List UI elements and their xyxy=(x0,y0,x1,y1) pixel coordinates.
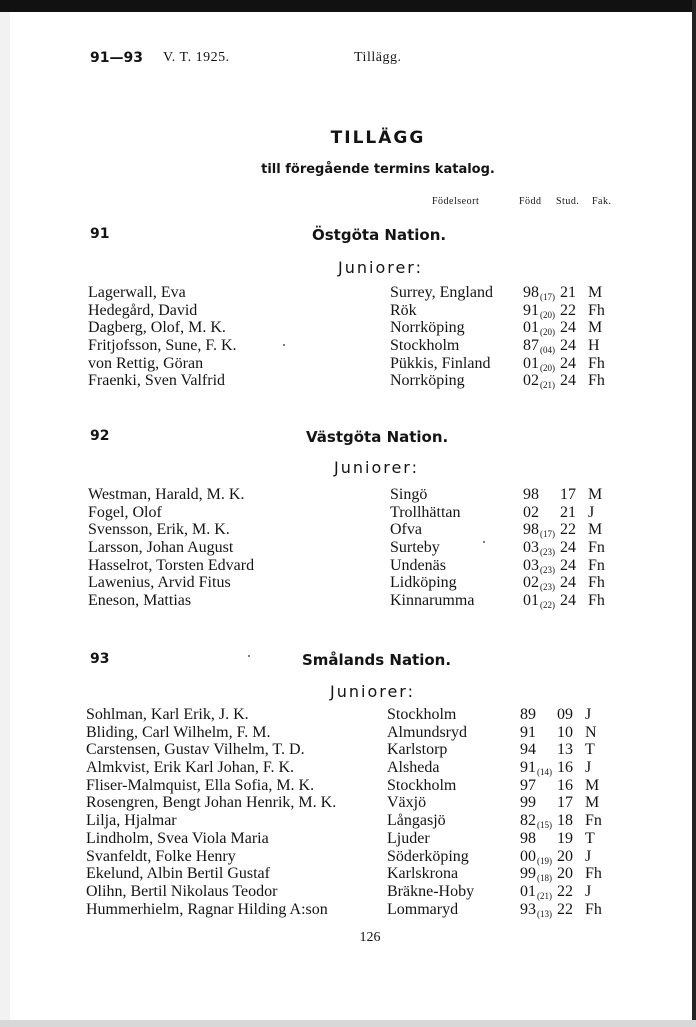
entry-year: 13 xyxy=(557,741,573,759)
header-term: V. T. 1925. xyxy=(163,50,230,65)
header-running-title: Tillägg. xyxy=(354,50,402,65)
person-name: Hummerhielm, Ragnar Hilding A:son xyxy=(86,900,328,918)
faculty: H xyxy=(588,337,600,355)
faculty: T xyxy=(585,829,595,847)
birth-year: 03 xyxy=(523,539,539,557)
entry-year: 24 xyxy=(560,372,576,390)
birthplace: Söderköping xyxy=(387,847,469,865)
person-name: Fraenki, Sven Valfrid xyxy=(88,372,226,390)
birthplace: Stockholm xyxy=(390,337,460,355)
entry-year: 22 xyxy=(557,882,573,900)
entry-year: 24 xyxy=(560,592,576,610)
birth-year: 01 xyxy=(523,354,539,372)
nation-heading: Västgöta Nation. xyxy=(306,428,449,446)
birth-year: 99 xyxy=(520,865,536,883)
birth-year: 89 xyxy=(520,706,536,723)
birthplace: Karlskrona xyxy=(387,865,459,883)
table-row xyxy=(86,724,631,742)
scan-border-right xyxy=(692,0,696,1027)
faculty: J xyxy=(585,882,592,900)
person-name: Hedegård, David xyxy=(88,301,198,319)
birthplace: Norrköping xyxy=(390,319,465,337)
faculty: Fh xyxy=(588,354,605,372)
person-name: Fogel, Olof xyxy=(88,503,162,521)
birthplace: Stockholm xyxy=(387,776,457,794)
birthplace: Karlstorp xyxy=(387,741,448,759)
print-speck xyxy=(283,344,285,346)
faculty: M xyxy=(585,794,600,812)
entry-year: 18 xyxy=(557,812,573,830)
column-header-studies: Stud. xyxy=(556,196,580,207)
faculty: Fn xyxy=(585,812,602,830)
person-name: Lawenius, Arvid Fitus xyxy=(88,574,231,592)
entry-year: 09 xyxy=(557,706,573,723)
section-number: 91 xyxy=(90,226,110,242)
person-name: Dagberg, Olof, M. K. xyxy=(88,319,226,337)
table-row xyxy=(86,883,631,901)
birth-year: 94 xyxy=(520,741,536,759)
person-name: Lindholm, Svea Viola Maria xyxy=(86,829,269,847)
student-year: (20) xyxy=(540,327,555,338)
table-row xyxy=(86,848,631,866)
birth-year: 91 xyxy=(520,723,536,741)
table-row xyxy=(86,759,631,777)
faculty: Fh xyxy=(585,865,602,883)
birthplace: Ljuder xyxy=(387,829,430,847)
student-year: (17) xyxy=(540,292,555,302)
entry-year: 16 xyxy=(557,759,573,777)
student-year: (23) xyxy=(540,582,555,593)
birth-year: 91 xyxy=(523,301,539,319)
birth-year: 99 xyxy=(520,794,536,812)
birthplace: Växjö xyxy=(387,794,427,812)
person-name: Hasselrot, Torsten Edvard xyxy=(88,556,255,574)
person-name: Westman, Harald, M. K. xyxy=(88,486,245,503)
birth-year: 00 xyxy=(520,847,536,865)
entry-year: 22 xyxy=(557,900,573,918)
entry-list xyxy=(88,486,628,610)
birthplace: Kinnarumma xyxy=(390,592,475,610)
page-title: TILLÄGG xyxy=(330,128,426,148)
faculty: Fn xyxy=(588,556,605,574)
person-name: Svensson, Erik, M. K. xyxy=(88,521,230,539)
birthplace: Alsheda xyxy=(387,759,440,777)
nation-heading: Östgöta Nation. xyxy=(312,226,447,244)
faculty: Fh xyxy=(588,574,605,592)
student-year: (21) xyxy=(540,380,555,391)
section-number: 93 xyxy=(90,651,110,667)
scan-border-bottom xyxy=(0,1020,696,1027)
entry-year: 19 xyxy=(557,829,573,847)
birthplace: Bräkne-Hoby xyxy=(387,882,475,900)
table-row xyxy=(88,574,628,592)
faculty: M xyxy=(585,776,600,794)
birthplace: Trollhättan xyxy=(390,503,461,521)
student-year: (21) xyxy=(537,890,552,901)
person-name: Carstensen, Gustav Vilhelm, T. D. xyxy=(86,741,305,759)
birthplace: Undenäs xyxy=(390,556,446,574)
student-year: (23) xyxy=(540,547,555,558)
table-row xyxy=(86,794,631,812)
birth-year: 98 xyxy=(523,486,539,503)
table-row xyxy=(86,830,631,848)
entry-year: 24 xyxy=(560,319,576,337)
faculty: J xyxy=(585,759,592,777)
student-year: (14) xyxy=(537,767,552,778)
birth-year: 02 xyxy=(523,574,539,592)
birthplace: Rök xyxy=(390,301,417,319)
faculty: Fh xyxy=(585,900,602,918)
table-row xyxy=(88,372,628,390)
faculty: M xyxy=(588,521,603,539)
page-number: 126 xyxy=(359,930,381,945)
person-name: Almkvist, Erik Karl Johan, F. K. xyxy=(86,759,295,777)
table-row xyxy=(88,557,628,575)
column-header-birthplace: Födelseort xyxy=(432,196,480,207)
student-year: (19) xyxy=(537,855,552,866)
birth-year: 01 xyxy=(520,882,536,900)
birthplace: Långasjö xyxy=(387,812,446,830)
faculty: T xyxy=(585,741,595,759)
person-name: Ekelund, Albin Bertil Gustaf xyxy=(86,865,270,883)
column-header-faculty: Fak. xyxy=(592,196,612,207)
faculty: Fh xyxy=(588,301,605,319)
group-heading: Juniorer: xyxy=(338,258,423,277)
birth-year: 98 xyxy=(520,829,536,847)
nation-heading: Smålands Nation. xyxy=(302,651,452,669)
entry-year: 22 xyxy=(560,301,576,319)
table-row xyxy=(88,302,628,320)
table-row xyxy=(86,777,631,795)
scan-border-top xyxy=(0,0,696,12)
person-name: Lilja, Hjalmar xyxy=(86,812,177,830)
print-speck xyxy=(248,655,250,657)
person-name: Larsson, Johan August xyxy=(88,539,234,557)
entry-year: 16 xyxy=(557,776,573,794)
entry-year: 24 xyxy=(560,354,576,372)
entry-year: 22 xyxy=(560,521,576,539)
birthplace: Pükkis, Finland xyxy=(390,354,491,372)
entry-year: 24 xyxy=(560,556,576,574)
entry-year: 20 xyxy=(557,865,573,883)
faculty: J xyxy=(585,847,592,865)
birth-year: 01 xyxy=(523,592,539,610)
section-number: 92 xyxy=(90,428,110,444)
person-name: Olihn, Bertil Nikolaus Teodor xyxy=(86,882,278,900)
faculty: Fn xyxy=(588,539,605,557)
table-row xyxy=(86,706,631,724)
birth-year: 91 xyxy=(520,759,536,777)
student-year: (22) xyxy=(540,600,555,611)
birth-year: 98 xyxy=(523,521,539,539)
entry-year: 24 xyxy=(560,574,576,592)
student-year: (20) xyxy=(540,362,555,373)
person-name: Eneson, Mattias xyxy=(88,592,192,610)
entry-year: 21 xyxy=(560,503,576,521)
faculty: M xyxy=(588,486,603,503)
table-row xyxy=(86,812,631,830)
birth-year: 93 xyxy=(520,900,536,918)
student-year: (17) xyxy=(540,529,555,540)
entry-year: 17 xyxy=(560,486,576,503)
birthplace: Almundsryd xyxy=(387,723,467,741)
birth-year: 98 xyxy=(523,284,539,301)
entry-list xyxy=(88,284,628,390)
birth-year: 87 xyxy=(523,337,539,355)
person-name: Sohlman, Karl Erik, J. K. xyxy=(86,706,249,723)
person-name: von Rettig, Göran xyxy=(88,354,204,372)
student-year: (23) xyxy=(540,564,555,575)
person-name: Fliser-Malmquist, Ella Sofia, M. K. xyxy=(86,776,315,794)
faculty: Fh xyxy=(588,592,605,610)
faculty: J xyxy=(585,706,592,723)
table-row xyxy=(88,319,628,337)
person-name: Bliding, Carl Wilhelm, F. M. xyxy=(86,723,271,741)
entry-year: 20 xyxy=(557,847,573,865)
table-row xyxy=(88,592,628,610)
birthplace: Surteby xyxy=(390,539,440,557)
birthplace: Lidköping xyxy=(390,574,457,592)
birth-year: 02 xyxy=(523,372,539,390)
table-row xyxy=(88,521,628,539)
person-name: Fritjofsson, Sune, F. K. xyxy=(88,337,237,355)
birthplace: Singö xyxy=(390,486,428,503)
birthplace: Stockholm xyxy=(387,706,457,723)
print-speck xyxy=(483,541,485,543)
birth-year: 02 xyxy=(523,503,539,521)
faculty: Fh xyxy=(588,372,605,390)
faculty: M xyxy=(588,319,603,337)
column-header-born: Född xyxy=(519,196,542,207)
person-name: Lagerwall, Eva xyxy=(88,284,186,301)
faculty: M xyxy=(588,284,603,301)
table-row xyxy=(88,504,628,522)
page-subtitle: till föregående termins katalog. xyxy=(261,162,495,177)
student-year: (20) xyxy=(540,309,555,320)
student-year: (04) xyxy=(540,345,555,356)
person-name: Svanfeldt, Folke Henry xyxy=(86,847,236,865)
table-row xyxy=(86,901,631,919)
birthplace: Lommaryd xyxy=(387,900,459,918)
birth-year: 97 xyxy=(520,776,536,794)
group-heading: Juniorer: xyxy=(330,682,415,701)
birth-year: 01 xyxy=(523,319,539,337)
table-row xyxy=(86,865,631,883)
birthplace: Norrköping xyxy=(390,372,465,390)
student-year: (18) xyxy=(537,873,552,884)
birthplace: Ofva xyxy=(390,521,422,539)
table-row xyxy=(88,539,628,557)
faculty: J xyxy=(588,503,595,521)
faculty: N xyxy=(585,723,597,741)
entry-year: 17 xyxy=(557,794,573,812)
entry-year: 24 xyxy=(560,539,576,557)
table-row xyxy=(88,284,628,302)
header-number-range: 91—93 xyxy=(90,50,143,66)
student-year: (13) xyxy=(537,908,552,919)
table-row xyxy=(88,355,628,373)
entry-year: 24 xyxy=(560,337,576,355)
table-row xyxy=(88,337,628,355)
person-name: Rosengren, Bengt Johan Henrik, M. K. xyxy=(86,794,337,812)
entry-year: 10 xyxy=(557,723,573,741)
group-heading: Juniorer: xyxy=(334,458,419,477)
entry-year: 21 xyxy=(560,284,576,301)
table-row xyxy=(86,741,631,759)
table-row xyxy=(88,486,628,504)
birth-year: 03 xyxy=(523,556,539,574)
entry-list xyxy=(86,706,631,918)
student-year: (15) xyxy=(537,820,552,831)
birth-year: 82 xyxy=(520,812,536,830)
birthplace: Surrey, England xyxy=(390,284,493,301)
